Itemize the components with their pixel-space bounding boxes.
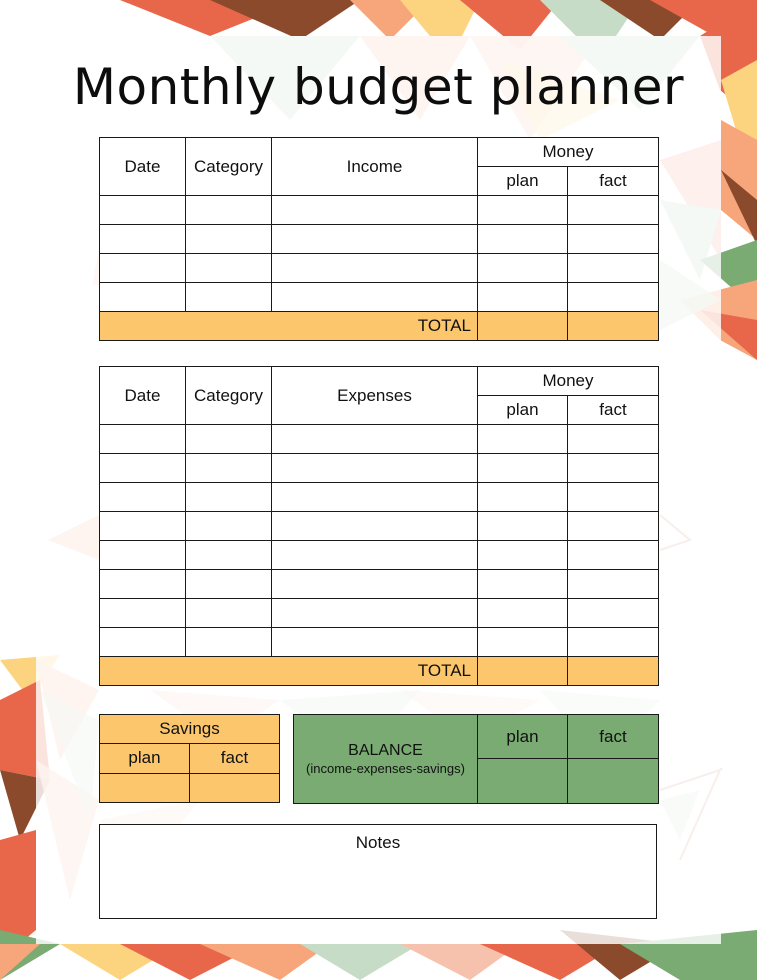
date-cell[interactable] (100, 196, 186, 225)
expense-cell[interactable] (272, 628, 478, 657)
category-cell[interactable] (186, 454, 272, 483)
total-label: TOTAL (100, 657, 478, 686)
plan-cell[interactable] (478, 254, 568, 283)
fact-cell[interactable] (568, 512, 659, 541)
table-row (100, 541, 659, 570)
header-category: Category (186, 367, 272, 425)
total-plan-cell[interactable] (478, 312, 568, 341)
expense-cell[interactable] (272, 454, 478, 483)
category-cell[interactable] (186, 541, 272, 570)
income-cell[interactable] (272, 283, 478, 312)
expense-cell[interactable] (272, 483, 478, 512)
header-date: Date (100, 367, 186, 425)
category-cell[interactable] (186, 196, 272, 225)
plan-cell[interactable] (478, 628, 568, 657)
income-cell[interactable] (272, 196, 478, 225)
table-row (100, 599, 659, 628)
total-row (100, 657, 659, 686)
plan-cell[interactable] (478, 425, 568, 454)
balance-fact-cell[interactable] (568, 759, 659, 804)
plan-cell[interactable] (478, 599, 568, 628)
total-row (100, 312, 659, 341)
fact-cell[interactable] (568, 454, 659, 483)
date-cell[interactable] (100, 454, 186, 483)
table-row (100, 225, 659, 254)
balance-plan-cell[interactable] (478, 759, 568, 804)
plan-cell[interactable] (478, 483, 568, 512)
date-cell[interactable] (100, 512, 186, 541)
header-fact: fact (568, 396, 659, 425)
header-plan: plan (478, 167, 568, 196)
fact-cell[interactable] (568, 254, 659, 283)
notes-label: Notes (355, 833, 401, 852)
header-fact: fact (568, 167, 659, 196)
balance-fact-label: fact (568, 715, 659, 759)
total-label: TOTAL (100, 312, 478, 341)
table-row (100, 283, 659, 312)
balance-title: BALANCE (348, 742, 423, 759)
date-cell[interactable] (100, 599, 186, 628)
fact-cell[interactable] (568, 196, 659, 225)
income-table (99, 137, 659, 341)
category-cell[interactable] (186, 628, 272, 657)
date-cell[interactable] (100, 254, 186, 283)
income-cell[interactable] (272, 254, 478, 283)
savings-fact-label: fact (190, 744, 280, 773)
expense-cell[interactable] (272, 425, 478, 454)
savings-title: Savings (100, 715, 280, 744)
date-cell[interactable] (100, 425, 186, 454)
plan-cell[interactable] (478, 570, 568, 599)
savings-box (99, 714, 280, 803)
plan-cell[interactable] (478, 196, 568, 225)
expenses-table (99, 366, 659, 686)
fact-cell[interactable] (568, 283, 659, 312)
fact-cell[interactable] (568, 541, 659, 570)
savings-plan-label: plan (100, 744, 190, 773)
date-cell[interactable] (100, 541, 186, 570)
table-row (100, 483, 659, 512)
fact-cell[interactable] (568, 599, 659, 628)
table-row (100, 196, 659, 225)
category-cell[interactable] (186, 483, 272, 512)
table-row (100, 425, 659, 454)
header-money: Money (478, 138, 659, 167)
savings-fact-cell[interactable] (190, 773, 280, 802)
fact-cell[interactable] (568, 570, 659, 599)
fact-cell[interactable] (568, 483, 659, 512)
table-row (100, 454, 659, 483)
category-cell[interactable] (186, 570, 272, 599)
total-fact-cell[interactable] (568, 312, 659, 341)
header-category: Category (186, 138, 272, 196)
expense-cell[interactable] (272, 541, 478, 570)
header-expenses: Expenses (272, 367, 478, 425)
date-cell[interactable] (100, 570, 186, 599)
header-money: Money (478, 367, 659, 396)
date-cell[interactable] (100, 225, 186, 254)
balance-subtitle: (income-expenses-savings) (306, 761, 465, 776)
header-date: Date (100, 138, 186, 196)
expense-cell[interactable] (272, 599, 478, 628)
table-row (100, 254, 659, 283)
header-income: Income (272, 138, 478, 196)
plan-cell[interactable] (478, 225, 568, 254)
category-cell[interactable] (186, 512, 272, 541)
savings-plan-cell[interactable] (100, 773, 190, 802)
notes-box[interactable] (99, 824, 657, 919)
total-plan-cell[interactable] (478, 657, 568, 686)
table-row (100, 628, 659, 657)
category-cell[interactable] (186, 599, 272, 628)
plan-cell[interactable] (478, 283, 568, 312)
balance-plan-label: plan (478, 715, 568, 759)
page-title: Monthly budget planner (72, 58, 685, 116)
date-cell[interactable] (100, 628, 186, 657)
date-cell[interactable] (100, 283, 186, 312)
plan-cell[interactable] (478, 512, 568, 541)
expense-cell[interactable] (272, 570, 478, 599)
total-fact-cell[interactable] (568, 657, 659, 686)
balance-box (293, 714, 659, 804)
table-row (100, 570, 659, 599)
plan-cell[interactable] (478, 454, 568, 483)
category-cell[interactable] (186, 425, 272, 454)
income-cell[interactable] (272, 225, 478, 254)
expense-cell[interactable] (272, 512, 478, 541)
fact-cell[interactable] (568, 628, 659, 657)
plan-cell[interactable] (478, 541, 568, 570)
category-cell[interactable] (186, 225, 272, 254)
header-plan: plan (478, 396, 568, 425)
balance-label-cell (294, 715, 478, 804)
category-cell[interactable] (186, 283, 272, 312)
fact-cell[interactable] (568, 425, 659, 454)
fact-cell[interactable] (568, 225, 659, 254)
table-row (100, 512, 659, 541)
date-cell[interactable] (100, 483, 186, 512)
category-cell[interactable] (186, 254, 272, 283)
